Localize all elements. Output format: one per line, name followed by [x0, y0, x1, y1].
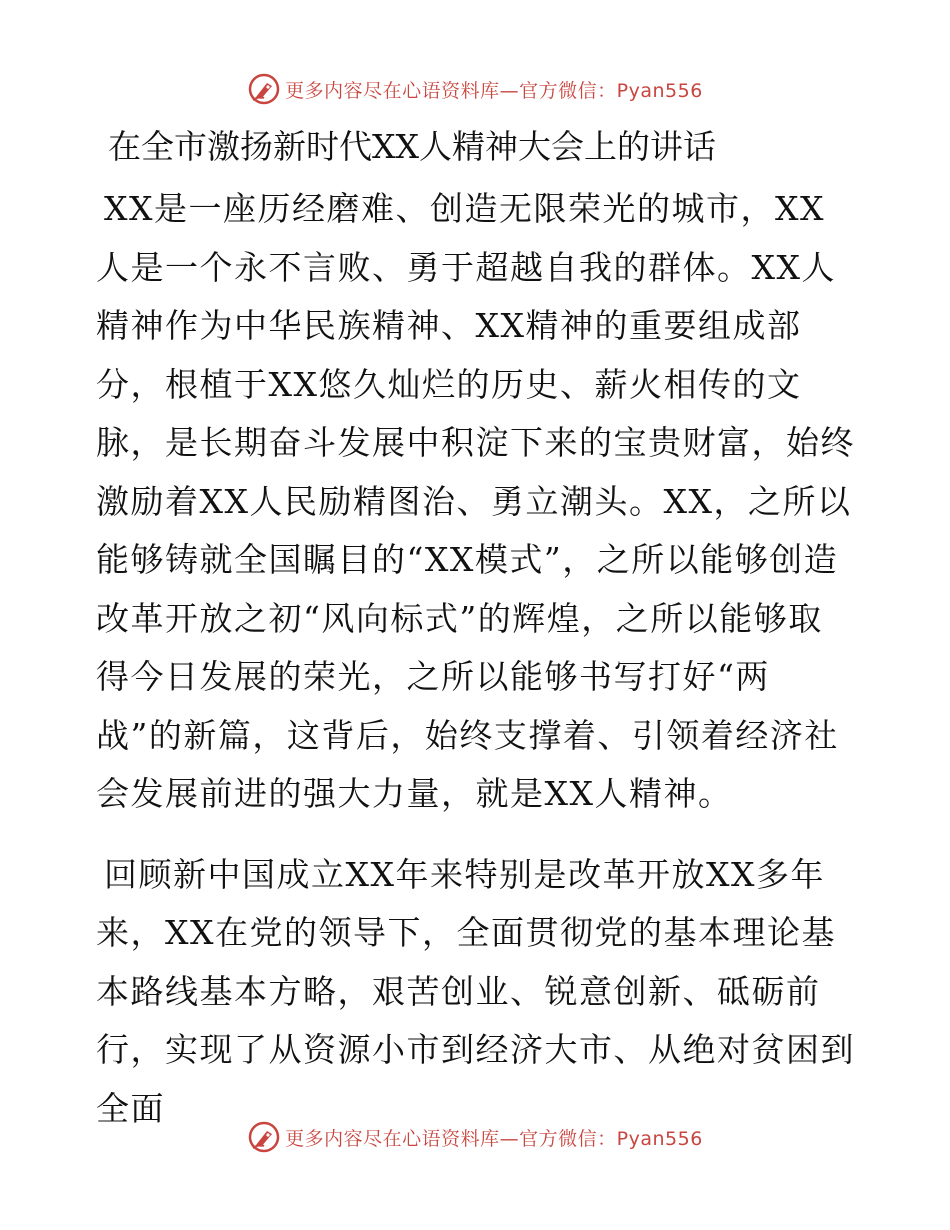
watermark-text: 更多内容尽在心语资料库—官方微信：Pyan556: [285, 79, 703, 102]
footer-watermark-banner: [0, 1120, 950, 1154]
document-page: [96, 122, 856, 1138]
watermark-text: 更多内容尽在心语资料库—官方微信：Pyan556: [285, 1127, 703, 1150]
body-paragraph: 回顾新中国成立XX年来特别是改革开放XX多年来，XX在党的领导下，全面贯彻党的基本理论基本路线基本方略，艰苦创业、锐意创新、砥砺前行，实现了从资源小市到经济大市、从绝对贫困到全面: [96, 854, 855, 1128]
header-watermark-banner: [0, 72, 950, 106]
pen-nib-circle-icon: [247, 72, 281, 106]
document-title: 在全市激扬新时代XX人精神大会上的讲话: [108, 127, 716, 166]
body-paragraph: XX是一座历经磨难、创造无限荣光的城市，XX人是一个永不言败、勇于超越自我的群体。XX人精神作为中华民族精神、XX精神的重要组成部分，根植于XX悠久灿烂的历史、薪火相传的文脉，是长期奋斗发展中积淀下来的宝贵财富，始终激励着XX人民励精图治、勇立潮头。XX，之所以能够铸就全国瞩目的“XX模式”，之所以能够创造改革开放之初“风向标式”的辉煌，之所以能够取得今日发展的荣光，之所以能够书写打好“两战”的新篇，这背后，始终支撑着、引领着经济社会发展前进的强大力量，就是XX人精神。: [96, 189, 855, 813]
pen-nib-circle-icon: [247, 1120, 281, 1154]
